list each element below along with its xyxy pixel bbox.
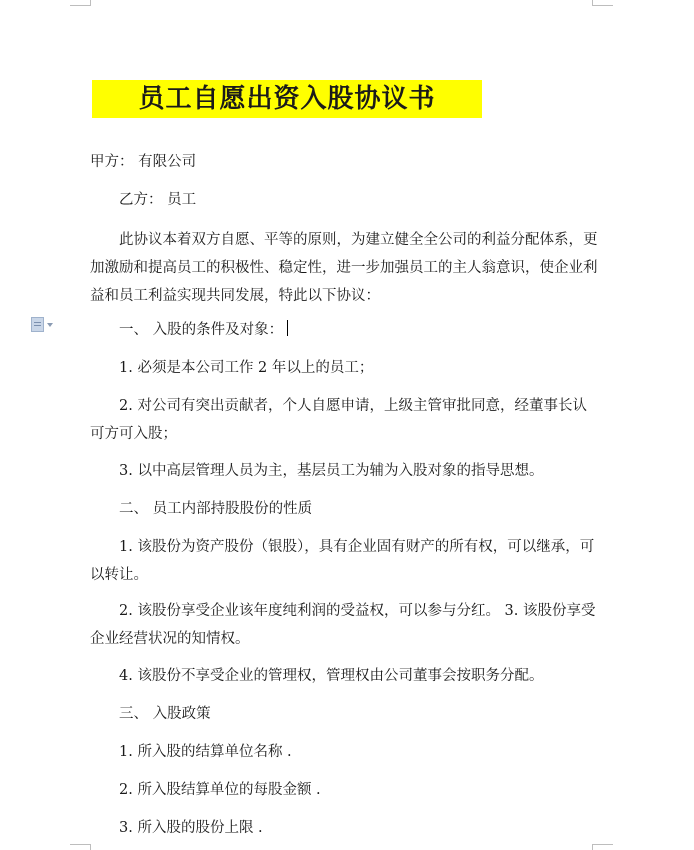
list-item: 1. 所入股的结算单位名称 .: [119, 744, 292, 760]
list-item: 1. 该股份为资产股份（银股），具有企业固有财产的所有权，可以继承，可以转让。: [90, 539, 595, 583]
page-corner-mark: [592, 0, 613, 6]
list-item: 2. 对公司有突出贡献者，个人自愿申请，上级主管审批同意，经董事长认可方可入股；: [90, 398, 587, 442]
list-item: 4. 该股份不享受企业的管理权，管理权由公司董事会按职务分配。: [119, 668, 544, 684]
list-item: 2. 该股份享受企业该年度纯利润的受益权，可以参与分红。 3. 该股份享受企业经营状况的知情权。: [90, 603, 596, 647]
section-heading: 二、 员工内部持股股份的性质: [119, 501, 313, 517]
party-b: 乙方： 员工: [119, 192, 197, 208]
section-heading-text: 一、 入股的条件及对象：: [119, 322, 284, 338]
list-item: 3. 所入股的股份上限 .: [119, 820, 263, 836]
party-a: 甲方： 有限公司: [90, 154, 197, 170]
list-item: 1. 必须是本公司工作 2 年以上的员工；: [119, 360, 374, 376]
chevron-down-icon: [47, 323, 53, 327]
text-cursor: [287, 320, 288, 336]
list-item: 3. 以中高层管理人员为主，基层员工为辅为入股对象的指导思想。: [119, 463, 544, 479]
paragraph-options-icon[interactable]: [31, 317, 53, 332]
page-corner-mark: [70, 0, 91, 6]
document-title: 员工自愿出资入股协议书: [92, 80, 482, 118]
page-corner-mark: [592, 844, 613, 850]
section-heading: [90, 316, 600, 344]
document-icon: [31, 317, 44, 332]
section-heading: 三、 入股政策: [119, 706, 211, 722]
list-item: 2. 所入股结算单位的每股金额 .: [119, 782, 321, 798]
intro-paragraph: 此协议本着双方自愿、平等的原则，为建立健全全公司的利益分配体系，更加激励和提高员工的积极性、稳定性，进一步加强员工的主人翁意识，使企业利益和员工利益实现共同发展，特此以下协议：: [90, 232, 598, 304]
page-corner-mark: [70, 844, 91, 850]
